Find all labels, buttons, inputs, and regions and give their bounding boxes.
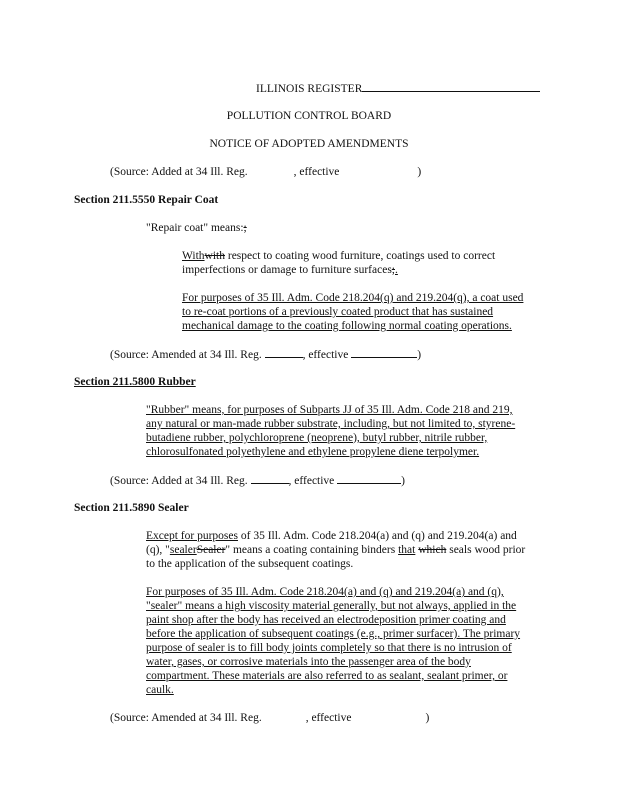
top-source-note: (Source: Added at 34 Ill. Reg. , effective ): [110, 166, 422, 178]
sealer-p1-line2: (q), "sealerSealer" means a coating containing binders that which seals wood prior: [146, 544, 526, 556]
sealer-p2-line5: purpose of sealer is to fill body joints completely so that there is no intrusion of: [146, 642, 512, 654]
repair-coat-def2-line1: For purposes of 35 Ill. Adm. Code 218.204(q) and 219.204(q), a coat used: [182, 292, 524, 304]
repair-coat-def1-line1: Withwith respect to coating wood furniture, coatings used to correct: [182, 250, 496, 262]
sealer-p2-line6: water, gases, or corrosive materials into the passenger area of the body: [146, 656, 471, 668]
register-issue-blank: [362, 81, 540, 92]
section-5890-heading: Section 211.5890 Sealer: [74, 502, 189, 514]
sealer-p2-line3: paint shop after the body has received an electrodeposition primer coating and: [146, 614, 506, 626]
notice-title: NOTICE OF ADOPTED AMENDMENTS: [209, 138, 409, 150]
sealer-p2-line4: before the application of subsequent coatings (e.g., primer surfacer). The primary: [146, 628, 521, 640]
sealer-p2-line1: For purposes of 35 Ill. Adm. Code 218.204(a) and (q) and 219.204(a) and (q),: [146, 586, 504, 598]
register-title-line: [256, 81, 540, 96]
repair-coat-def1-line2: imperfections or damage to furniture surfaces;.: [182, 264, 398, 276]
rubber-def-line4: chlorosulfonated polyethylene and ethylene propylene diene terpolymer.: [146, 446, 480, 458]
board-name: POLLUTION CONTROL BOARD: [226, 110, 392, 122]
repair-coat-def2-line3: mechanical damage to the coating following normal coating operations.: [182, 320, 512, 332]
sealer-p2-line2: "sealer" means a high viscosity material generally, but not always, applied in the: [146, 600, 517, 612]
section-5550-heading: Section 211.5550 Repair Coat: [74, 194, 219, 206]
section-5800-source: (Source: Added at 34 Ill. Reg. , effective ): [110, 475, 406, 487]
sealer-p1-line3: to the application of the subsequent coatings.: [146, 558, 354, 570]
section-5800-heading: Section 211.5800 Rubber: [74, 376, 196, 388]
rubber-def-line2: any natural or man-made rubber substrate, including, but not limited to, styrene-: [146, 418, 516, 430]
section-5550-source: (Source: Amended at 34 Ill. Reg. , effective ): [110, 349, 422, 361]
rubber-def-line3: butadiene rubber, polychloroprene (neoprene), butyl rubber, nitrile rubber,: [146, 432, 488, 444]
rubber-def-line1: "Rubber" means, for purposes of Subparts JJ of 35 Ill. Adm. Code 218 and 219,: [146, 404, 513, 416]
register-title: ILLINOIS REGISTER: [256, 83, 363, 95]
sealer-p2-line7: compartment. These materials are also referred to as sealant, sealant primer, or: [146, 670, 508, 682]
sealer-p2-line8: caulk.: [146, 684, 174, 696]
section-5890-source: (Source: Amended at 34 Ill. Reg. , effective ): [110, 712, 430, 724]
sealer-p1-line1: Except for purposes of 35 Ill. Adm. Code 218.204(a) and (q) and 219.204(a) and: [146, 530, 517, 542]
repair-coat-def2-line2: to re-coat portions of a previously coated product that has sustained: [182, 306, 494, 318]
repair-coat-term: "Repair coat" means:;: [146, 222, 247, 234]
